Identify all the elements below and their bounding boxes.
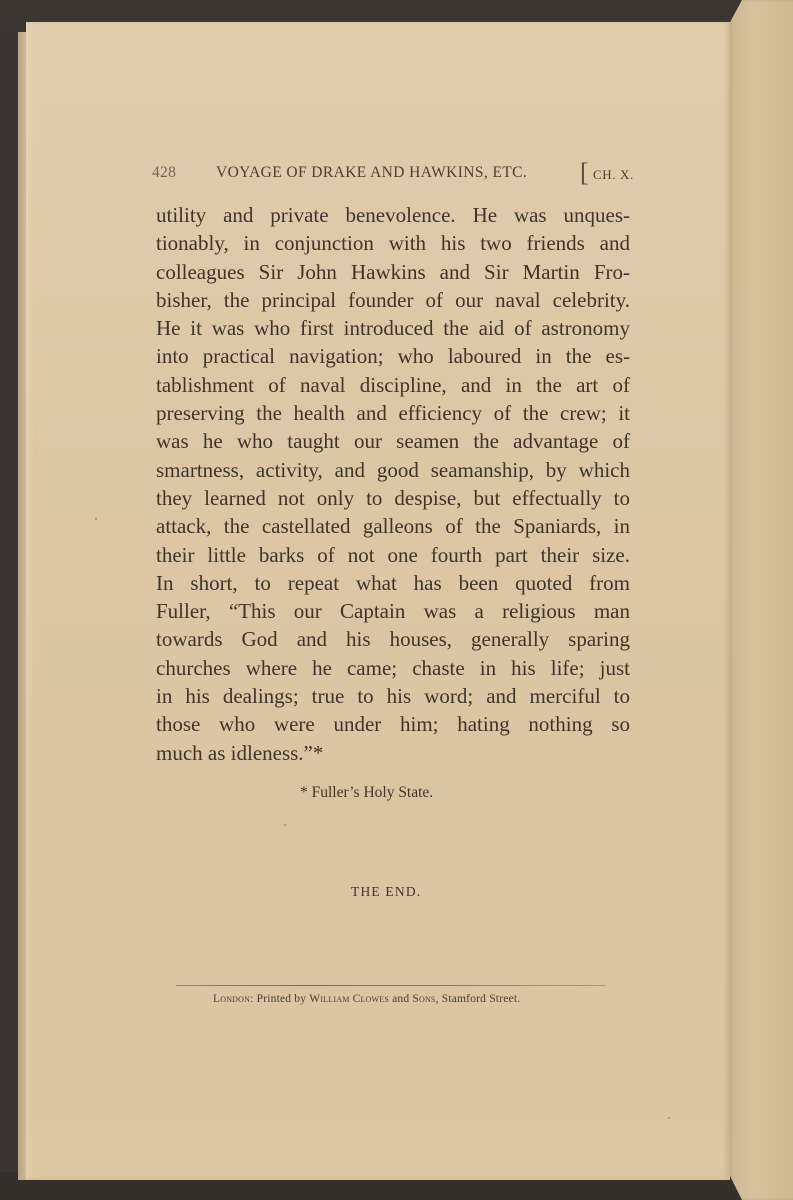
text-line: attack, the castellated galleons of the Spaniards, in: [156, 514, 630, 539]
imprint-and: and: [389, 993, 413, 1005]
the-end: THE END.: [351, 884, 422, 899]
text-line: towards God and his houses, generally sparing: [156, 627, 630, 652]
text-line: their little barks of not one fourth part their size.: [156, 542, 630, 567]
running-title: VOYAGE OF DRAKE AND HAWKINS, ETC.: [216, 164, 528, 181]
text-line: bisher, the principal founder of our naval celebrity.: [156, 287, 630, 312]
text-line: In short, to repeat what has been quoted from: [156, 570, 630, 595]
paper-speck: [668, 1117, 670, 1119]
imprint-city: London: [213, 993, 251, 1005]
text-line: churches where he came; chaste in his life; just: [156, 655, 630, 680]
imprint-sons: Sons: [412, 993, 436, 1005]
footnote: * Fuller’s Holy State.: [300, 784, 434, 801]
text-line-last: much as idleness.”*: [156, 740, 324, 765]
page-number: 428: [152, 164, 177, 181]
paper-speck: [95, 518, 97, 520]
text-line: colleagues Sir John Hawkins and Sir Martin Fro-: [156, 259, 630, 284]
text-line: tablishment of naval discipline, and in the art of: [156, 372, 630, 397]
text-line: smartness, activity, and good seamanship, by which: [156, 457, 630, 482]
text-line: tionably, in conjunction with his two friends and: [156, 231, 630, 256]
imprint-printer: William Clowes: [309, 993, 390, 1005]
facing-page-edge: [728, 0, 793, 1200]
text-line: was he who taught our seamen the advantage of: [156, 429, 630, 454]
text-line: in his dealings; true to his word; and merciful to: [156, 684, 630, 709]
text-line: they learned not only to despise, but effectually to: [156, 485, 630, 510]
imprint-rule: [176, 985, 606, 986]
running-head: [152, 158, 642, 188]
body-text: [156, 201, 630, 767]
text-line: Fuller, “This our Captain was a religious man: [156, 599, 630, 624]
text-line: He it was who first introduced the aid of astronomy: [156, 316, 630, 341]
text-line: preserving the health and efficiency of the crew; it: [156, 401, 630, 426]
chapter-bracket: [: [580, 158, 589, 187]
imprint-printed-by: : Printed by: [250, 993, 310, 1005]
text-line: those who were under him; hating nothing so: [156, 712, 630, 737]
text-line: into practical navigation; who laboured in the es-: [156, 344, 630, 369]
paper-speck: [284, 824, 286, 826]
imprint-address: , Stamford Street.: [435, 993, 521, 1005]
chapter-label: CH. X.: [593, 167, 634, 182]
text-line: utility and private benevolence. He was unques-: [156, 203, 630, 227]
printer-imprint: [213, 993, 520, 1005]
